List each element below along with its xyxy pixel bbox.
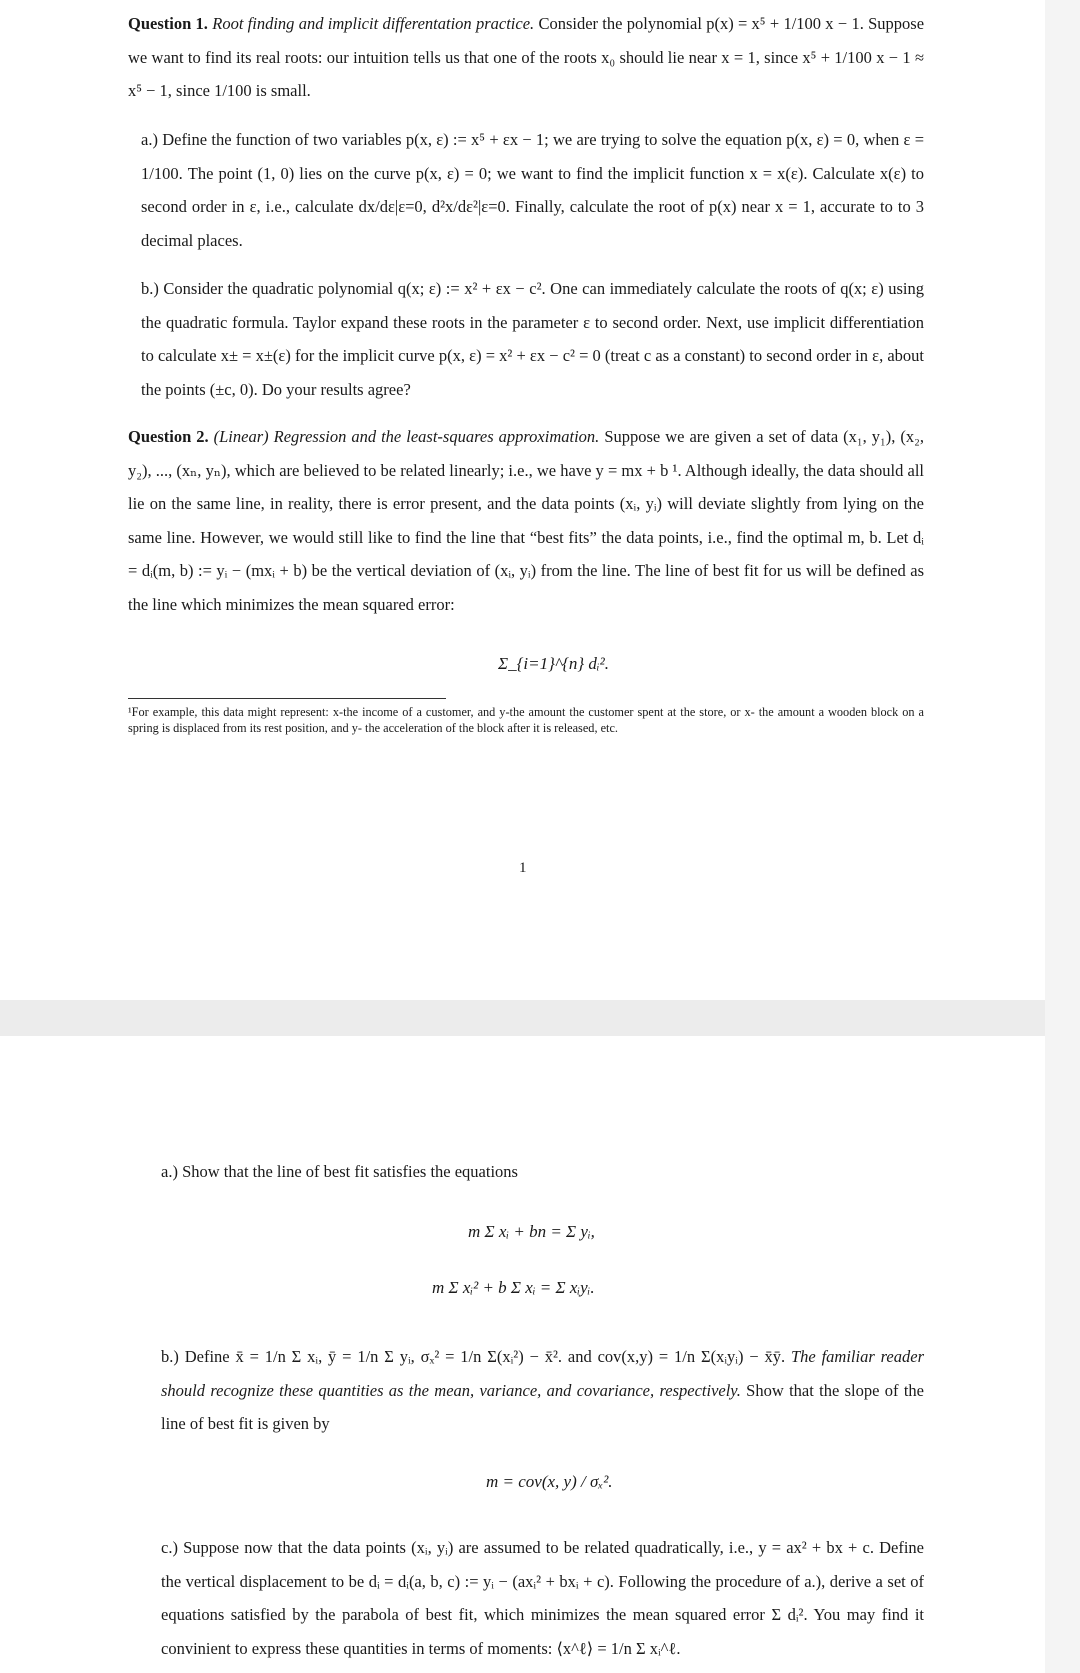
q1-title: Root finding and implicit differentation practice.	[212, 14, 535, 33]
q2-part-c	[161, 1531, 924, 1665]
footnote: ¹For example, this data might represent: x-the income of a customer, and y-the amount the customer spent at the store, or x- the amount a wooden block on a spring is displaced from its rest position, and y- the acceleration of the block after it is released, etc.	[128, 705, 924, 735]
q2-part-c-text: c.) Suppose now that the data points (xᵢ, yᵢ) are assumed to be related quadratically, i.e., y = ax² + bx + c. Define the vertical displacement to be dᵢ = dᵢ(a, b, c) := yᵢ − (axᵢ² + bxᵢ + c). Following the procedure of a.), derive a set of equations satisfied by the parabola of best fit, which minimizes the mean squared error Σ dᵢ². You may find it convinient to express these quantities in terms of moments: ⟨x^ℓ⟩ = 1/n Σ xᵢ^ℓ.	[161, 1538, 924, 1658]
q1-part-b	[141, 272, 924, 406]
q1-part-a-text: a.) Define the function of two variables p(x, ε) := x⁵ + εx − 1; we are trying to solve the equation p(x, ε) = 0, when ε = 1/100. The point (1, 0) lies on the curve p(x, ε) = 0; we want to find the implicit function x = x(ε). Calculate x(ε) to second order in ε, i.e., calculate dx/dε|ε=0, d²x/dε²|ε=0. Finally, calculate the root of p(x) near x = 1, accurate to to 3 decimal places.	[141, 130, 924, 250]
q2-a-equation-2: m Σ xᵢ² + b Σ xᵢ = Σ xᵢyᵢ.	[432, 1278, 595, 1297]
page-gap	[0, 1000, 1080, 1036]
q2-part-a-text: a.) Show that the line of best fit satisfies the equations	[161, 1162, 518, 1181]
q1-intro	[128, 7, 924, 108]
q2-intro-text: Suppose we are given a set of data (x₁, y₁), (x₂, y₂), ..., (xₙ, yₙ), which are believed to be related linearly; i.e., we have y = mx + b ¹. Although ideally, the data should all lie on the same line, in reality, there is error present, and the data points (xᵢ, yᵢ) will deviate slightly from lying on the same line. However, we would still like to find the line that “best fits” the data points, i.e., find the optimal m, b. Let dᵢ = dᵢ(m, b) := yᵢ − (mxᵢ + b) be the vertical deviation of (xᵢ, yᵢ) from the line. The line of best fit for us will be defined as the line which minimizes the mean squared error:	[128, 427, 924, 614]
q2-label: Question 2.	[128, 427, 209, 446]
q2-b-equation: m = cov(x, y) / σₓ².	[486, 1472, 613, 1491]
q2-a-equation-1: m Σ xᵢ + bn = Σ yᵢ,	[468, 1222, 595, 1241]
q2-part-b-show: Show that the slope of the line of best fit is given by	[161, 1380, 924, 1434]
q2-display-sum: Σ_{i=1}^{n} dᵢ².	[498, 654, 609, 673]
q1-label: Question 1.	[128, 14, 208, 33]
q2-title: (Linear) Regression and the least-squares approximation.	[213, 427, 600, 446]
q1-intro-text: Consider the polynomial p(x) = x⁵ + 1/100 x − 1. Suppose we want to find its real roots: our intuition tells us that one of the roots x₀ should lie near x = 1, since x⁵ + 1/100 x − 1 ≈ x⁵ − 1, since 1/100 is small.	[128, 14, 925, 101]
q2-part-b-familiar: The familiar reader should recognize these quantities as the mean, variance, and covariance, respectively.	[161, 1347, 924, 1400]
page-number: 1	[519, 860, 527, 876]
footnote-rule	[128, 698, 446, 699]
q2-intro	[128, 420, 924, 622]
q2-part-b-defs: b.) Define x̄ = 1/n Σ xᵢ, ȳ = 1/n Σ yᵢ, σₓ² = 1/n Σ(xᵢ²) − x̄². and cov(x,y) = 1/n Σ(xᵢyᵢ) − x̄ȳ.	[161, 1347, 786, 1366]
q2-part-b	[161, 1340, 924, 1441]
q1-part-b-text: b.) Consider the quadratic polynomial q(x; ε) := x² + εx − c². One can immediately calculate the roots of q(x; ε) using the quadratic formula. Taylor expand these roots in the parameter ε to second order. Next, use implicit differentiation to calculate x± = x±(ε) for the implicit curve p(x, ε) = x² + εx − c² = 0 (treat c as a constant) to second order in ε, about the points (±c, 0). Do your results agree?	[141, 279, 924, 399]
q2-part-a	[161, 1155, 924, 1189]
viewer-margin	[1045, 0, 1080, 1673]
q1-part-a	[141, 123, 924, 257]
